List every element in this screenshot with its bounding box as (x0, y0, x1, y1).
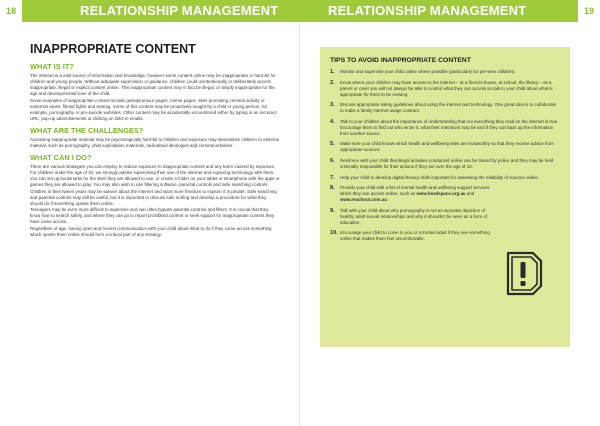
tip-text: Monitor and supervise your child online where possible (particularly for pre-teen children). (340, 69, 516, 74)
section-challenges (30, 126, 280, 149)
tip-text-part: Provide your child with a list of mental health and wellbeing support services which they can access online, such as (340, 185, 490, 197)
tip-item (330, 208, 560, 226)
tip-text: Reinforce with your child that illegal activities conducted online can be traced by police and they may be held criminally responsible for their actions if they are over the age of 10. (340, 157, 554, 169)
paragraph: For children under the age of 10, we strongly advise supervising their use of the internet and exploring technology with them. You can set up bookmarks for the sites they are allowed to use, or create a folder on your tablet or smartphone with the apps or games they are allowed to play. You may also wish to use filtering software, parental controls and safe searching controls. (30, 170, 280, 187)
tip-text: Discuss appropriate safety guidelines about using the internet and technology. One great idea is to collaborate to make a family internet usage contract. (340, 102, 557, 114)
header-title-right: RELATIONSHIP MANAGEMENT (328, 3, 527, 18)
paragraph: Regardless of age, having open and honest communication with your child about what to do if they come across something which upsets them online should form a critical part of any strategy. (30, 225, 272, 237)
header-title-left: RELATIONSHIP MANAGEMENT (80, 3, 279, 18)
tip-text: Make sure your child knows which health and wellbeing sites are trustworthy so that they receive advice from appropriate sources. (340, 141, 554, 153)
tip-number: 1. (330, 69, 335, 75)
paragraph: Accessing inappropriate material may be psychologically harmful to children and exposure may desensitise children to extreme material, such as pornography, child exploitation materials, radicalised ideologies and criminal activities. (30, 136, 280, 148)
headspace-link[interactable]: www.headspace.org.au (416, 191, 466, 197)
tips-title: TIPS TO AVOID INAPPROPRIATE CONTENT (330, 57, 471, 64)
reachout-link[interactable]: www.reachout.com.au (340, 197, 387, 203)
tip-item (330, 102, 560, 114)
tip-text: Know where your children may have access to the internet – at a friend's house, at school, the library – as a parent or carer you will not always be able to control what they can access so talk to your child about what is appropriate for them to be viewing. (340, 79, 553, 97)
section-heading: WHAT IS IT? (30, 62, 74, 71)
tip-number: 6. (330, 157, 335, 164)
tip-item (330, 119, 560, 137)
tip-number: 3. (330, 102, 335, 109)
tip-number: 7. (330, 174, 335, 181)
tip-text: Talk to your children about the importance of understanding that not everything they read on the internet is true. Encourage them to find out who wrote it, what their intentions may be and if they can back up the information from another source. (340, 118, 559, 136)
paragraph: There are various strategies you can employ to reduce exposure to inappropriate content and any harm caused by exposure. (30, 163, 276, 169)
tip-item (330, 141, 560, 153)
tip-number: 8. (330, 185, 335, 192)
page-title: INAPPROPRIATE CONTENT (30, 42, 196, 56)
tip-number: 5. (330, 141, 335, 148)
tip-number: 4. (330, 118, 335, 125)
tip-item (330, 80, 560, 98)
tip-item (330, 230, 560, 242)
paragraph: Children in their tween years may be savvier about the internet and want more freedom to explore it in private. Safe searching and parental controls may still be useful, but it is important to discuss safe surfing and develop a procedure for what they should do if something upsets them online. (30, 188, 277, 206)
tip-text: Encourage your child to come to you or a trusted adult if they see something online that makes them feel uncomfortable. (340, 230, 490, 242)
exclamation-warning-icon (503, 250, 543, 296)
tip-text (340, 185, 490, 203)
tips-box (320, 47, 570, 347)
paragraph: Some examples of inappropriate content include gossip/rumour pages, meme pages, sites promoting criminal activity or extremist views, filmed fights and sexting. Some of this content may be proactively sought by a child or young person, for example, pornography or pro-suicide websites. Other content may be accidentally encountered either by typing in an incorrect URL, pop-up advertisements or clicking on links in emails. (30, 97, 277, 121)
section-heading: WHAT CAN I DO? (30, 152, 92, 162)
paragraph: The internet is a vast source of information and knowledge, however some content online may be inappropriate or harmful for children and young people. Without adequate supervision or guidance, children could unintentionally or deliberately access inappropriate, illegal or explicit content online. This inappropriate content may in fact be illegal, or simply inappropriate for the age and developmental level of the child. (30, 73, 276, 96)
paragraph: Teenagers may be even more difficult to supervise and can often bypass parental controls and filters. It is crucial that they know how to search safely, and where they can go to report prohibited content or seek support for inappropriate content they have come across. (30, 207, 275, 224)
tip-number: 9. (330, 207, 335, 214)
section-what-can-i-do (30, 153, 280, 238)
section-what-is-it (30, 62, 280, 122)
page-gutter (299, 22, 300, 426)
tip-item (330, 69, 560, 75)
page-number-right: 19 (578, 0, 600, 22)
tip-item (330, 175, 560, 181)
section-heading: WHAT ARE THE CHALLENGES? (30, 125, 144, 135)
tip-number: 2. (330, 79, 335, 86)
tip-item (330, 185, 560, 203)
tip-number: 10. (330, 230, 338, 237)
page-number-left: 18 (0, 0, 22, 22)
tip-item (330, 158, 560, 170)
left-page-content (30, 42, 280, 238)
tip-text-part: . (386, 197, 389, 203)
tip-text-part: and (465, 191, 475, 197)
tip-text: Help your child to develop digital literacy skills important for assessing the reliability of sources online. (340, 174, 540, 180)
tip-text: Talk with your child about why pornography is not an accurate depiction of healthy adult sexual relationships and why it shouldn't be seen as a form of education. (340, 207, 488, 225)
header-bar (0, 0, 600, 22)
